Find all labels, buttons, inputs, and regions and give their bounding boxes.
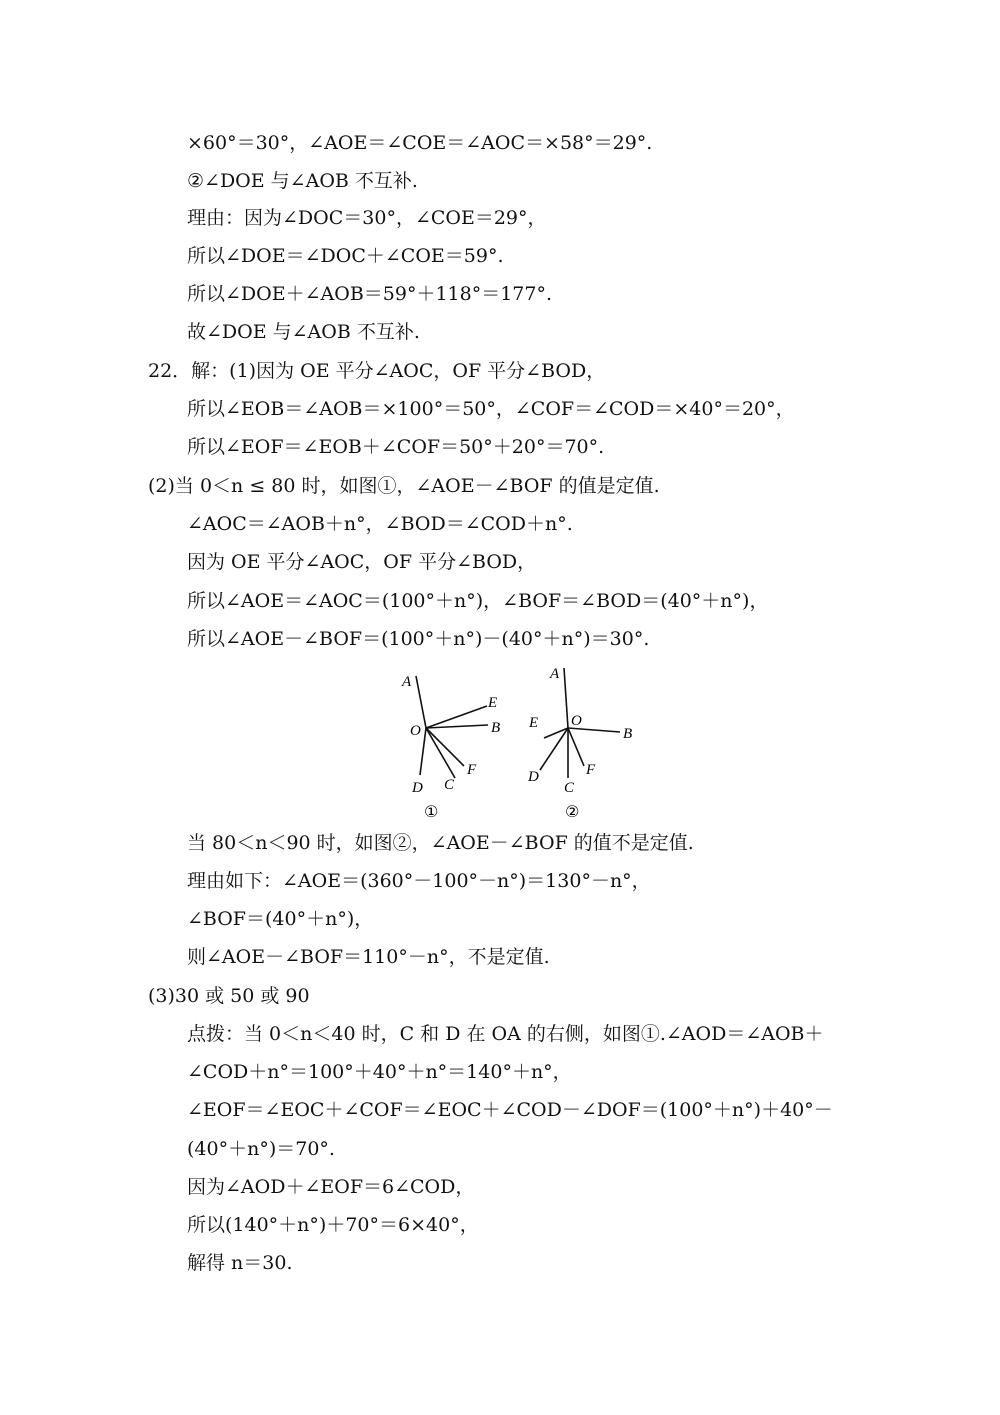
ray-oa bbox=[564, 668, 568, 728]
label-b: B bbox=[491, 720, 501, 736]
text-line-3: 理由：因为∠DOC＝30°，∠COE＝29°， bbox=[187, 207, 547, 229]
text-line-15: 当 80＜n＜90 时，如图②，∠AOE－∠BOF 的值不是定值. bbox=[187, 832, 694, 854]
text-line-8: 所以∠EOB＝∠AOB＝×100°＝50°，∠COF＝∠COD＝×40°＝20°， bbox=[187, 398, 795, 420]
label-c: C bbox=[564, 780, 575, 796]
label-o: O bbox=[410, 723, 421, 739]
ray-oa bbox=[416, 676, 426, 728]
text-line-26: 解得 n＝30. bbox=[187, 1252, 293, 1274]
part-3-heading: (3)30 或 50 或 90 bbox=[148, 985, 310, 1007]
label-b: B bbox=[623, 726, 633, 742]
label-a: A bbox=[402, 674, 412, 690]
label-e: E bbox=[488, 695, 498, 711]
text-line-9: 所以∠EOF＝∠EOB＋∠COF＝50°＋20°＝70°. bbox=[187, 436, 605, 458]
label-f: F bbox=[586, 762, 596, 778]
part-2-heading: (2)当 0＜n ≤ 80 时，如图①，∠AOE－∠BOF 的值是定值. bbox=[148, 475, 660, 497]
label-d: D bbox=[528, 769, 539, 785]
figure-2-caption: ② bbox=[565, 802, 580, 821]
text-line-1: ×60°＝30°，∠AOE＝∠COE＝∠AOC＝×58°＝29°. bbox=[187, 132, 653, 154]
text-line-24: 因为∠AOD＋∠EOF＝6∠COD， bbox=[187, 1176, 475, 1198]
text-line-12: 因为 OE 平分∠AOC，OF 平分∠BOD， bbox=[187, 551, 537, 573]
text-line-17: ∠BOF＝(40°＋n°)， bbox=[187, 908, 374, 930]
text-line-23: (40°＋n°)＝70°. bbox=[187, 1138, 335, 1160]
text-line-20: 点拨：当 0＜n＜40 时，C 和 D 在 OA 的右侧，如图①.∠AOD＝∠AOB＋ bbox=[187, 1023, 824, 1045]
text-line-22: ∠EOF＝∠EOC＋∠COF＝∠EOC＋∠COD－∠DOF＝(100°＋n°)＋40°－ bbox=[187, 1099, 833, 1121]
text-line-13: 所以∠AOE＝∠AOC＝(100°＋n°)，∠BOF＝∠BOD＝(40°＋n°)， bbox=[187, 590, 769, 612]
ray-od bbox=[420, 728, 426, 775]
label-f: F bbox=[467, 762, 477, 778]
text-line-2: ②∠DOE 与∠AOB 不互补. bbox=[187, 170, 418, 192]
figure-1 bbox=[390, 660, 520, 825]
ray-of bbox=[568, 728, 584, 766]
label-e: E bbox=[529, 715, 539, 731]
text-line-4: 所以∠DOE＝∠DOC＋∠COE＝59°. bbox=[187, 245, 504, 267]
text-line-5: 所以∠DOE＋∠AOB＝59°＋118°＝177°. bbox=[187, 283, 553, 305]
label-d: D bbox=[412, 780, 423, 796]
text-line-11: ∠AOC＝∠AOB＋n°，∠BOD＝∠COD＋n°. bbox=[187, 513, 573, 535]
text-line-21: ∠COD＋n°＝100°＋40°＋n°＝140°＋n°， bbox=[187, 1061, 572, 1083]
problem-22-heading: 22．解：(1)因为 OE 平分∠AOC，OF 平分∠BOD， bbox=[148, 360, 606, 382]
text-line-6: 故∠DOE 与∠AOB 不互补. bbox=[187, 321, 420, 343]
label-o: O bbox=[571, 713, 582, 729]
label-a: A bbox=[550, 666, 560, 682]
text-line-25: 所以(140°＋n°)＋70°＝6×40°， bbox=[187, 1214, 479, 1236]
figure-1-caption: ① bbox=[424, 802, 439, 821]
figure-2 bbox=[520, 660, 650, 825]
text-line-16: 理由如下：∠AOE＝(360°－100°－n°)＝130°－n°， bbox=[187, 870, 651, 892]
label-c: C bbox=[444, 777, 455, 793]
text-line-14: 所以∠AOE－∠BOF＝(100°＋n°)－(40°＋n°)＝30°. bbox=[187, 628, 650, 650]
text-line-18: 则∠AOE－∠BOF＝110°－n°，不是定值. bbox=[187, 946, 550, 968]
